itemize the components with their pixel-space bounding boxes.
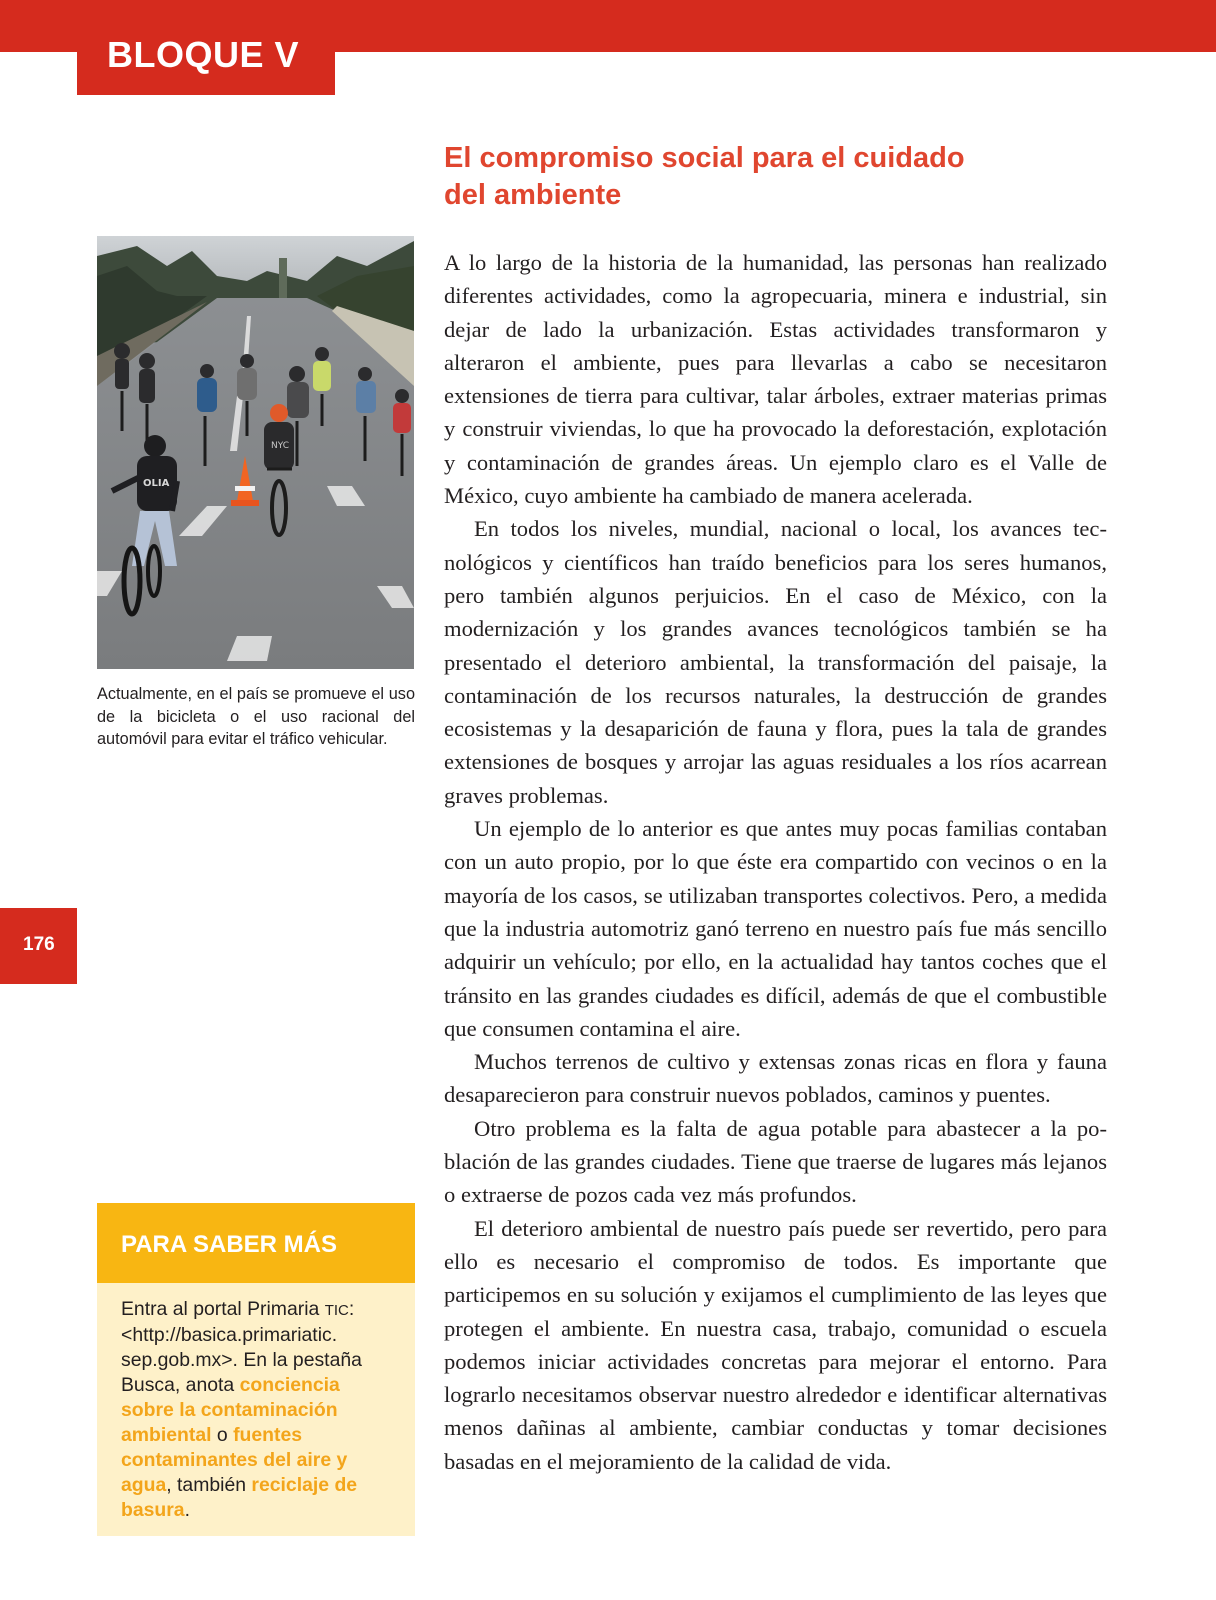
body-paragraph: El deterioro ambiental de nuestro país puede ser revertido, pero para ello es necesario el compromiso de todos. Es importante que participemos en su solución y exijamos el cumplimiento de las leyes que protegen el ambiente. En nuestra casa, trabajo, comunidad o escuela podemos iniciar actividades concretas para mejorar el entorno. Para lograrlo necesitamos observar nuestro alrededor e identificar alternativas menos dañinas al ambiente, cambiar conductas y tomar decisiones basadas en el mejoramiento de la calidad de vida. — [444, 1215, 1107, 1474]
body-paragraph: Muchos terrenos de cultivo y extensas zonas ricas en flora y fauna desaparecieron para construir nuevos poblados, caminos y puentes. — [444, 1049, 1107, 1108]
info-text: o — [211, 1424, 234, 1446]
shirt-text-olia: OLIA — [143, 478, 170, 489]
info-text: , también — [166, 1474, 252, 1496]
info-text: : <http://basica.primariatic. sep.gob.mx>. En la pestaña Busca, anota — [121, 1298, 362, 1396]
shirt-text-nyc: NYC — [271, 441, 290, 451]
para-saber-mas-box — [97, 1203, 415, 1536]
section-title-line1: El compromiso social para el cuidado — [444, 142, 965, 174]
body-paragraph: En todos los niveles, mundial, nacional o local, los avances tecnológicos y científicos han traído beneficios para los seres humanos, pero también algunos perjuicios. En el caso de México, con la modernización y los grandes avances tecnológicos también se ha presentado el deterioro ambiental, la transformación del paisaje, la contaminación de los recursos naturales, la destrucción de grandes ecosistemas y la desaparición de fauna y flora, pues la tala de grandes extensiones de bosques y arrojar las aguas residuales a los ríos acarrean graves problemas. — [444, 516, 1107, 808]
info-text-tic: TIC — [324, 1302, 349, 1319]
cyclists-photo — [97, 236, 414, 669]
info-highlight: fuentes contaminantes del aire y agua — [121, 1424, 348, 1496]
info-text: . — [184, 1499, 190, 1521]
info-highlight: reciclaje de basura — [121, 1474, 358, 1521]
body-paragraph: A lo largo de la historia de la humanidad, las personas han realizado diferentes actividades, como la agropecuaria, minera e industrial, sin dejar de lado la urbanización. Estas actividades transformaron y alteraron el ambiente, pues para llevarlas a cabo se necesitaron extensiones de tierra para cultivar, talar árboles, extraer materias primas y construir viviendas, lo que ha provocado la deforestación, explotación y contaminación de grandes áreas. Un ejemplo claro es el Valle de México, cuyo ambiente ha cambiado de manera acelerada. — [444, 250, 1107, 509]
page-number: 176 — [0, 908, 77, 984]
photo-caption: Actualmente, en el país se promueve el uso de la bicicleta o el uso racional del automóvil para evitar el tráfico vehicular. — [97, 685, 415, 748]
info-box-body — [97, 1283, 415, 1523]
body-text — [444, 246, 1107, 1478]
info-text: Entra al portal Primaria — [121, 1298, 325, 1320]
info-box-heading: PARA SABER MÁS — [97, 1203, 415, 1283]
info-highlight: conciencia sobre la contaminación ambiental — [121, 1374, 340, 1446]
section-title — [444, 140, 1124, 214]
block-label: BLOQUE V — [77, 0, 335, 95]
body-paragraph: Un ejemplo de lo anterior es que antes muy pocas familias contaban con un auto propio, por lo que éste era compartido con vecinos o en la mayoría de los casos, se utilizaban transportes colectivos. Pero, a medida que la industria automotriz ganó terreno en nuestro país fue más sencillo adquirir un vehículo; por ello, en la actualidad hay tantos coches que el tránsito en las grandes ciudades es difícil, además de que el combustible que consumen contamina el aire. — [444, 816, 1107, 1041]
body-paragraph: Otro problema es la falta de agua potable para abastecer a la población de las grandes ciudades. Tiene que traerse de lugares más lejanos o extraerse de pozos cada vez más profundos. — [444, 1115, 1107, 1208]
section-title-line2: del ambiente — [444, 179, 622, 211]
